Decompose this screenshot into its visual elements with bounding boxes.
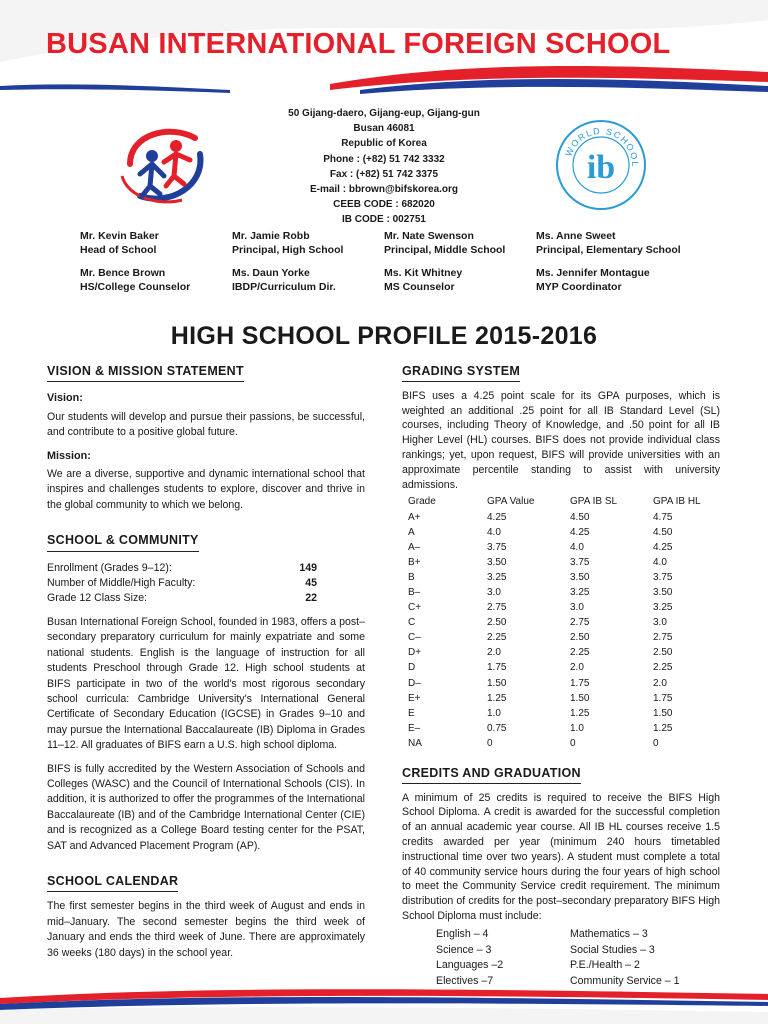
credits-graduation-heading: CREDITS AND GRADUATION	[402, 766, 581, 784]
staff-directory	[80, 230, 720, 304]
contact-block	[248, 106, 520, 228]
staff-entry: Mr. Jamie Robb Principal, High School	[232, 230, 344, 256]
grade-cell: 3.50	[570, 571, 590, 583]
credit-item: P.E./Health – 2	[570, 959, 640, 972]
grade-cell: 3.0	[570, 602, 584, 614]
grade-cell: 0.75	[487, 722, 507, 734]
grade-cell: 2.75	[570, 617, 590, 629]
address-line: Busan 46081	[353, 123, 415, 135]
grade-row	[402, 601, 713, 616]
grade-row	[402, 571, 713, 586]
mission-text: We are a diverse, supportive and dynamic international school that inspires and challenges students to explore, discover and thrive in the global community to which we belong.	[47, 468, 365, 511]
right-column	[402, 364, 720, 990]
phone-line: Phone : (+82) 51 742 3332	[323, 153, 445, 165]
ib-code-line: IB CODE : 002751	[342, 214, 426, 226]
email-line: E-mail : bbrown@bifskorea.org	[309, 184, 459, 196]
grade-table-header: Grade GPA Value GPA IB SL GPA IB HL	[408, 496, 701, 508]
grade-cell: 4.75	[653, 511, 673, 523]
grade-row	[402, 676, 713, 691]
staff-entry: Ms. Kit Whitney MS Counselor	[384, 267, 463, 293]
grade-cell: 2.25	[653, 662, 673, 674]
credits-text: A minimum of 25 credits is required to receive the BIFS High School Diploma. A credit is awarded for the successful completion of an annual academic year course. All IB HL courses receive 1.5 credits awarded per year (minimum 240 hours timetabled instructional time over two years). A student must complete a total of 40 community service hours during the four years of high school to meet the Community Service credit requirement. The minimum distribution of credits for the post–secondary preparatory BIFS High School Diploma must include:	[402, 791, 720, 923]
grade-cell: 1.75	[570, 677, 590, 689]
grade-cell: 2.75	[487, 602, 507, 614]
school-name: BUSAN INTERNATIONAL FOREIGN SCHOOL	[46, 28, 671, 60]
grade-cell: 4.25	[487, 511, 507, 523]
grade-cell: C+	[408, 602, 422, 614]
staff-entry: Ms. Anne Sweet Principal, Elementary School	[536, 230, 681, 256]
school-stats	[47, 561, 365, 607]
grade-row	[402, 616, 713, 631]
grading-system-heading: GRADING SYSTEM	[402, 364, 520, 382]
credit-requirements	[436, 927, 720, 990]
grade-row	[402, 661, 713, 676]
credit-item: Social Studies – 3	[570, 943, 655, 956]
grade-cell: 4.50	[570, 511, 590, 523]
grade-cell: 2.0	[570, 662, 584, 674]
grade-row	[402, 556, 713, 571]
grade-cell: 4.50	[653, 526, 673, 538]
grade-cell: B–	[408, 586, 421, 598]
grade-cell: 1.50	[653, 707, 673, 719]
grade-cell: 3.25	[487, 571, 507, 583]
grade-cell: 3.75	[653, 571, 673, 583]
credit-item: Languages –2	[436, 959, 504, 972]
staff-entry: Mr. Nate Swenson Principal, Middle School	[384, 230, 506, 256]
grade-cell: 3.50	[653, 586, 673, 598]
grade-row	[402, 692, 713, 707]
grade-cell: 1.0	[570, 722, 584, 734]
grade-cell: 2.0	[653, 677, 667, 689]
grade-cell: E–	[408, 722, 421, 734]
staff-entry: Mr. Bence Brown HS/College Counselor	[80, 267, 191, 293]
ib-logo-text: WORLD SCHOOL	[563, 125, 641, 168]
grade-cell: 1.50	[570, 692, 590, 704]
grade-row	[402, 707, 713, 722]
credit-item: Mathematics – 3	[570, 927, 648, 940]
left-column	[47, 364, 365, 969]
school-logo	[110, 116, 220, 211]
grade-cell: A	[408, 526, 415, 538]
grade-cell: D	[408, 662, 416, 674]
page-title: HIGH SCHOOL PROFILE 2015-2016	[170, 322, 598, 350]
grade-cell: 3.75	[487, 541, 507, 553]
grade-cell: 1.75	[653, 692, 673, 704]
fax-line: Fax : (+82) 51 742 3375	[329, 168, 439, 180]
grade-cell: 1.25	[653, 722, 673, 734]
grade-cell: 3.25	[653, 602, 673, 614]
grade-cell: 2.50	[487, 617, 507, 629]
staff-entry: Mr. Kevin Baker Head of School	[80, 230, 159, 256]
ib-world-school-logo	[548, 112, 654, 218]
grade-cell: 2.25	[570, 647, 590, 659]
grade-cell: 0	[570, 737, 576, 749]
grade-cell: E	[408, 707, 415, 719]
stat-row: Number of Middle/High Faculty: 45	[47, 577, 317, 590]
ib-logo-mark: ib	[586, 149, 616, 186]
grade-cell: D+	[408, 647, 422, 659]
grade-row	[402, 510, 713, 525]
grade-cell: 3.25	[570, 586, 590, 598]
grade-cell: B	[408, 571, 415, 583]
grade-cell: B+	[408, 556, 421, 568]
mission-label: Mission:	[47, 449, 91, 462]
grade-cell: 4.0	[653, 556, 667, 568]
grade-cell: E+	[408, 692, 421, 704]
grade-cell: 2.50	[570, 632, 590, 644]
address-line: 50 Gijang-daero, Gijang-eup, Gijang-gun	[288, 108, 480, 119]
accreditation-paragraph: BIFS is fully accredited by the Western Association of Schools and Colleges (WASC) and the Council of International Schools (CIS). In addition, it is authorized to offer the programmes of the International Baccalaureate (IB) and of the Cambridge International Center (CIE) and is recognized as a College Board testing center for the PSAT, SAT and Advanced Placement Program (AP).	[47, 762, 365, 852]
credit-item: Community Service – 1	[570, 975, 680, 988]
ceeb-code-line: CEEB CODE : 682020	[333, 199, 435, 211]
grade-row	[402, 646, 713, 661]
vision-label: Vision:	[47, 392, 83, 405]
grade-cell: 3.0	[487, 586, 501, 598]
community-paragraph: Busan International Foreign School, founded in 1983, offers a post–secondary preparatory curriculum for mainly expatriate and some national students. English is the language of instruction for all students Preschool through Grade 12. High school students at BIFS participate in two of the world's most rigorous secondary school curricula: Cambridge University's International General Certificate of Secondary Education (IGCSE) in Grades 9–10 and may pursue the International Baccalaureate (IB) Diploma in Grades 11–12. All graduates of BIFS earn a U.S. high school diploma.	[47, 615, 365, 752]
grade-cell: 0	[653, 737, 659, 749]
stat-row: Grade 12 Class Size: 22	[47, 592, 317, 605]
grade-cell: 1.25	[570, 707, 590, 719]
grade-cell: 1.50	[487, 677, 507, 689]
grade-cell: 3.0	[653, 617, 667, 629]
grade-cell: D–	[408, 677, 421, 689]
vision-mission-heading: VISION & MISSION STATEMENT	[47, 364, 244, 382]
grade-cell: 2.0	[487, 647, 501, 659]
grade-cell: 2.25	[487, 632, 507, 644]
vision-text: Our students will develop and pursue their passions, be successful, and contribute to a positive global future.	[47, 410, 365, 439]
grade-row	[402, 586, 713, 601]
staff-entry: Ms. Daun Yorke IBDP/Curriculum Dir.	[232, 267, 336, 293]
school-community-heading: SCHOOL & COMMUNITY	[47, 533, 199, 551]
grade-cell: A+	[408, 511, 421, 523]
credit-item: Science – 3	[436, 943, 492, 956]
stat-row: Enrollment (Grades 9–12): 149	[47, 561, 317, 574]
grade-table	[402, 495, 713, 752]
credit-item: English – 4	[436, 927, 489, 940]
grade-row	[402, 737, 713, 752]
grade-row	[402, 525, 713, 540]
grade-cell: 1.75	[487, 662, 507, 674]
grade-cell: 4.25	[653, 541, 673, 553]
grade-cell: 0	[487, 737, 493, 749]
grading-text: BIFS uses a 4.25 point scale for its GPA purposes, which is weighted an additional .25 point for all IB Standard Level (SL) courses, including Theory of Knowledge, and .50 point for all IB Higher Level (HL) courses. BIFS does not provide individual class rankings; yet, upon request, BIFS will provide universities with an approximate percentile standing to assist with university admissions.	[402, 389, 720, 491]
grade-cell: 4.0	[487, 526, 501, 538]
grade-cell: A–	[408, 541, 421, 553]
grade-cell: 2.75	[653, 632, 673, 644]
grade-cell: C	[408, 617, 416, 629]
grade-cell: 2.50	[653, 647, 673, 659]
address-line: Republic of Korea	[341, 138, 427, 150]
staff-entry: Ms. Jennifer Montague MYP Coordinator	[536, 267, 650, 293]
grade-cell: 3.50	[487, 556, 507, 568]
credit-item: Electives –7	[436, 975, 494, 988]
grade-row	[402, 631, 713, 646]
school-calendar-heading: SCHOOL CALENDAR	[47, 874, 178, 892]
grade-cell: 1.25	[487, 692, 507, 704]
grade-cell: 3.75	[570, 556, 590, 568]
grade-cell: 4.25	[570, 526, 590, 538]
calendar-text: The first semester begins in the third week of August and ends in mid–January. The second semester begins the third week of January and ends the third week of June. There are approximately 36 weeks (180 days) in the school year.	[47, 900, 365, 959]
grade-row	[402, 541, 713, 556]
grade-cell: 1.0	[487, 707, 501, 719]
grade-cell: C–	[408, 632, 421, 644]
grade-cell: NA	[408, 737, 422, 749]
grade-row	[402, 722, 713, 737]
grade-cell: 4.0	[570, 541, 584, 553]
